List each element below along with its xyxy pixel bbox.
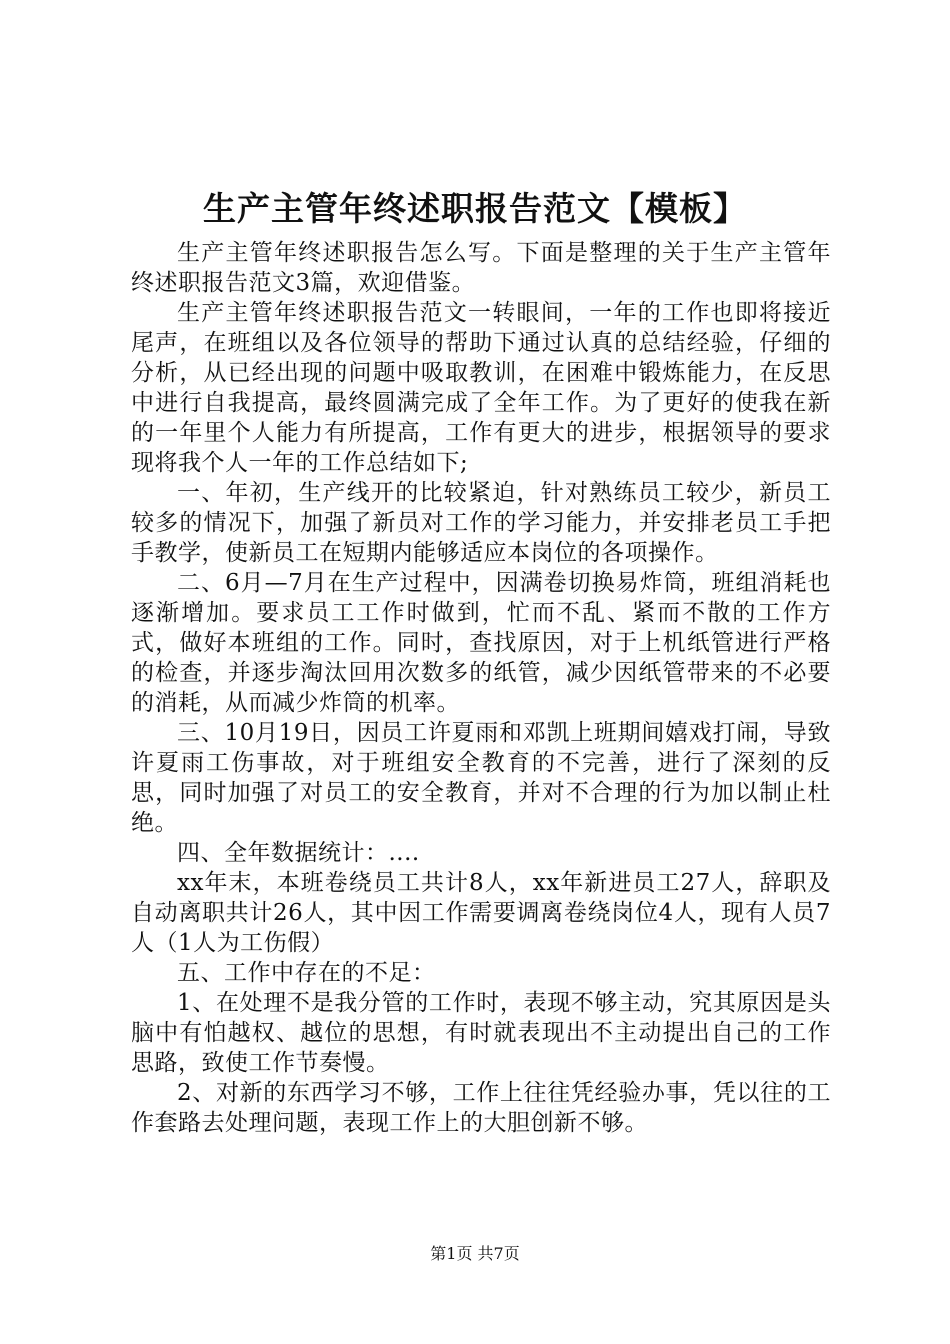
page-footer: 第1页 共7页 [430, 1244, 520, 1263]
paragraph-statistics: xx年末，本班卷绕员工共计8人，xx年新进员工27人，辞职及自动离职共计26人，其中因工作需要调离卷绕岗位4人，现有人员7人（1人为工伤假） [131, 870, 831, 956]
document-title: 生产主管年终述职报告范文【模板】 [203, 189, 747, 228]
paragraph-item-3: 三、10月19日，因员工许夏雨和邓凯上班期间嬉戏打闹，导致许夏雨工伤事故，对于班组安全教育的不完善，进行了深刻的反思，同时加强了对员工的安全教育，并对不合理的行为加以制止杜绝。 [131, 720, 831, 836]
paragraph-item-1: 一、年初，生产线开的比较紧迫，针对熟练员工较少，新员工较多的情况下，加强了新员对工作的学习能力，并安排老员工手把手教学，使新员工在短期内能够适应本岗位的各项操作。 [131, 480, 831, 566]
paragraph-item-5-heading: 五、工作中存在的不足： [177, 960, 436, 986]
paragraph-intro: 生产主管年终述职报告怎么写。下面是整理的关于生产主管年终述职报告范文3篇，欢迎借鉴。 [131, 240, 831, 296]
document-body [131, 238, 831, 1138]
paragraph-item-2: 二、6月—7月在生产过程中，因满卷切换易炸筒，班组消耗也逐渐增加。要求员工工作时做到，忙而不乱、紧而不散的工作方式，做好本班组的工作。同时，查找原因，对于上机纸管进行严格的检查，并逐步淘汰回用次数多的纸管，减少因纸管带来的不必要的消耗，从而减少炸筒的机率。 [131, 570, 831, 716]
paragraph-shortcoming-1: 1、在处理不是我分管的工作时，表现不够主动，究其原因是头脑中有怕越权、越位的思想，有时就表现出不主动提出自己的工作思路，致使工作节奏慢。 [131, 990, 831, 1076]
paragraph-opening: 生产主管年终述职报告范文一转眼间，一年的工作也即将接近尾声，在班组以及各位领导的帮助下通过认真的总结经验，仔细的分析，从已经出现的问题中吸取教训，在困难中锻炼能力，在反思中进行自我提高，最终圆满完成了全年工作。为了更好的使我在新的一年里个人能力有所提高，工作有更大的进步，根据领导的要求现将我个人一年的工作总结如下; [131, 300, 831, 476]
paragraph-shortcoming-2: 2、对新的东西学习不够，工作上往往凭经验办事，凭以往的工作套路去处理问题，表现工作上的大胆创新不够。 [131, 1080, 831, 1136]
paragraph-item-4-heading: 四、全年数据统计：.... [177, 840, 420, 866]
